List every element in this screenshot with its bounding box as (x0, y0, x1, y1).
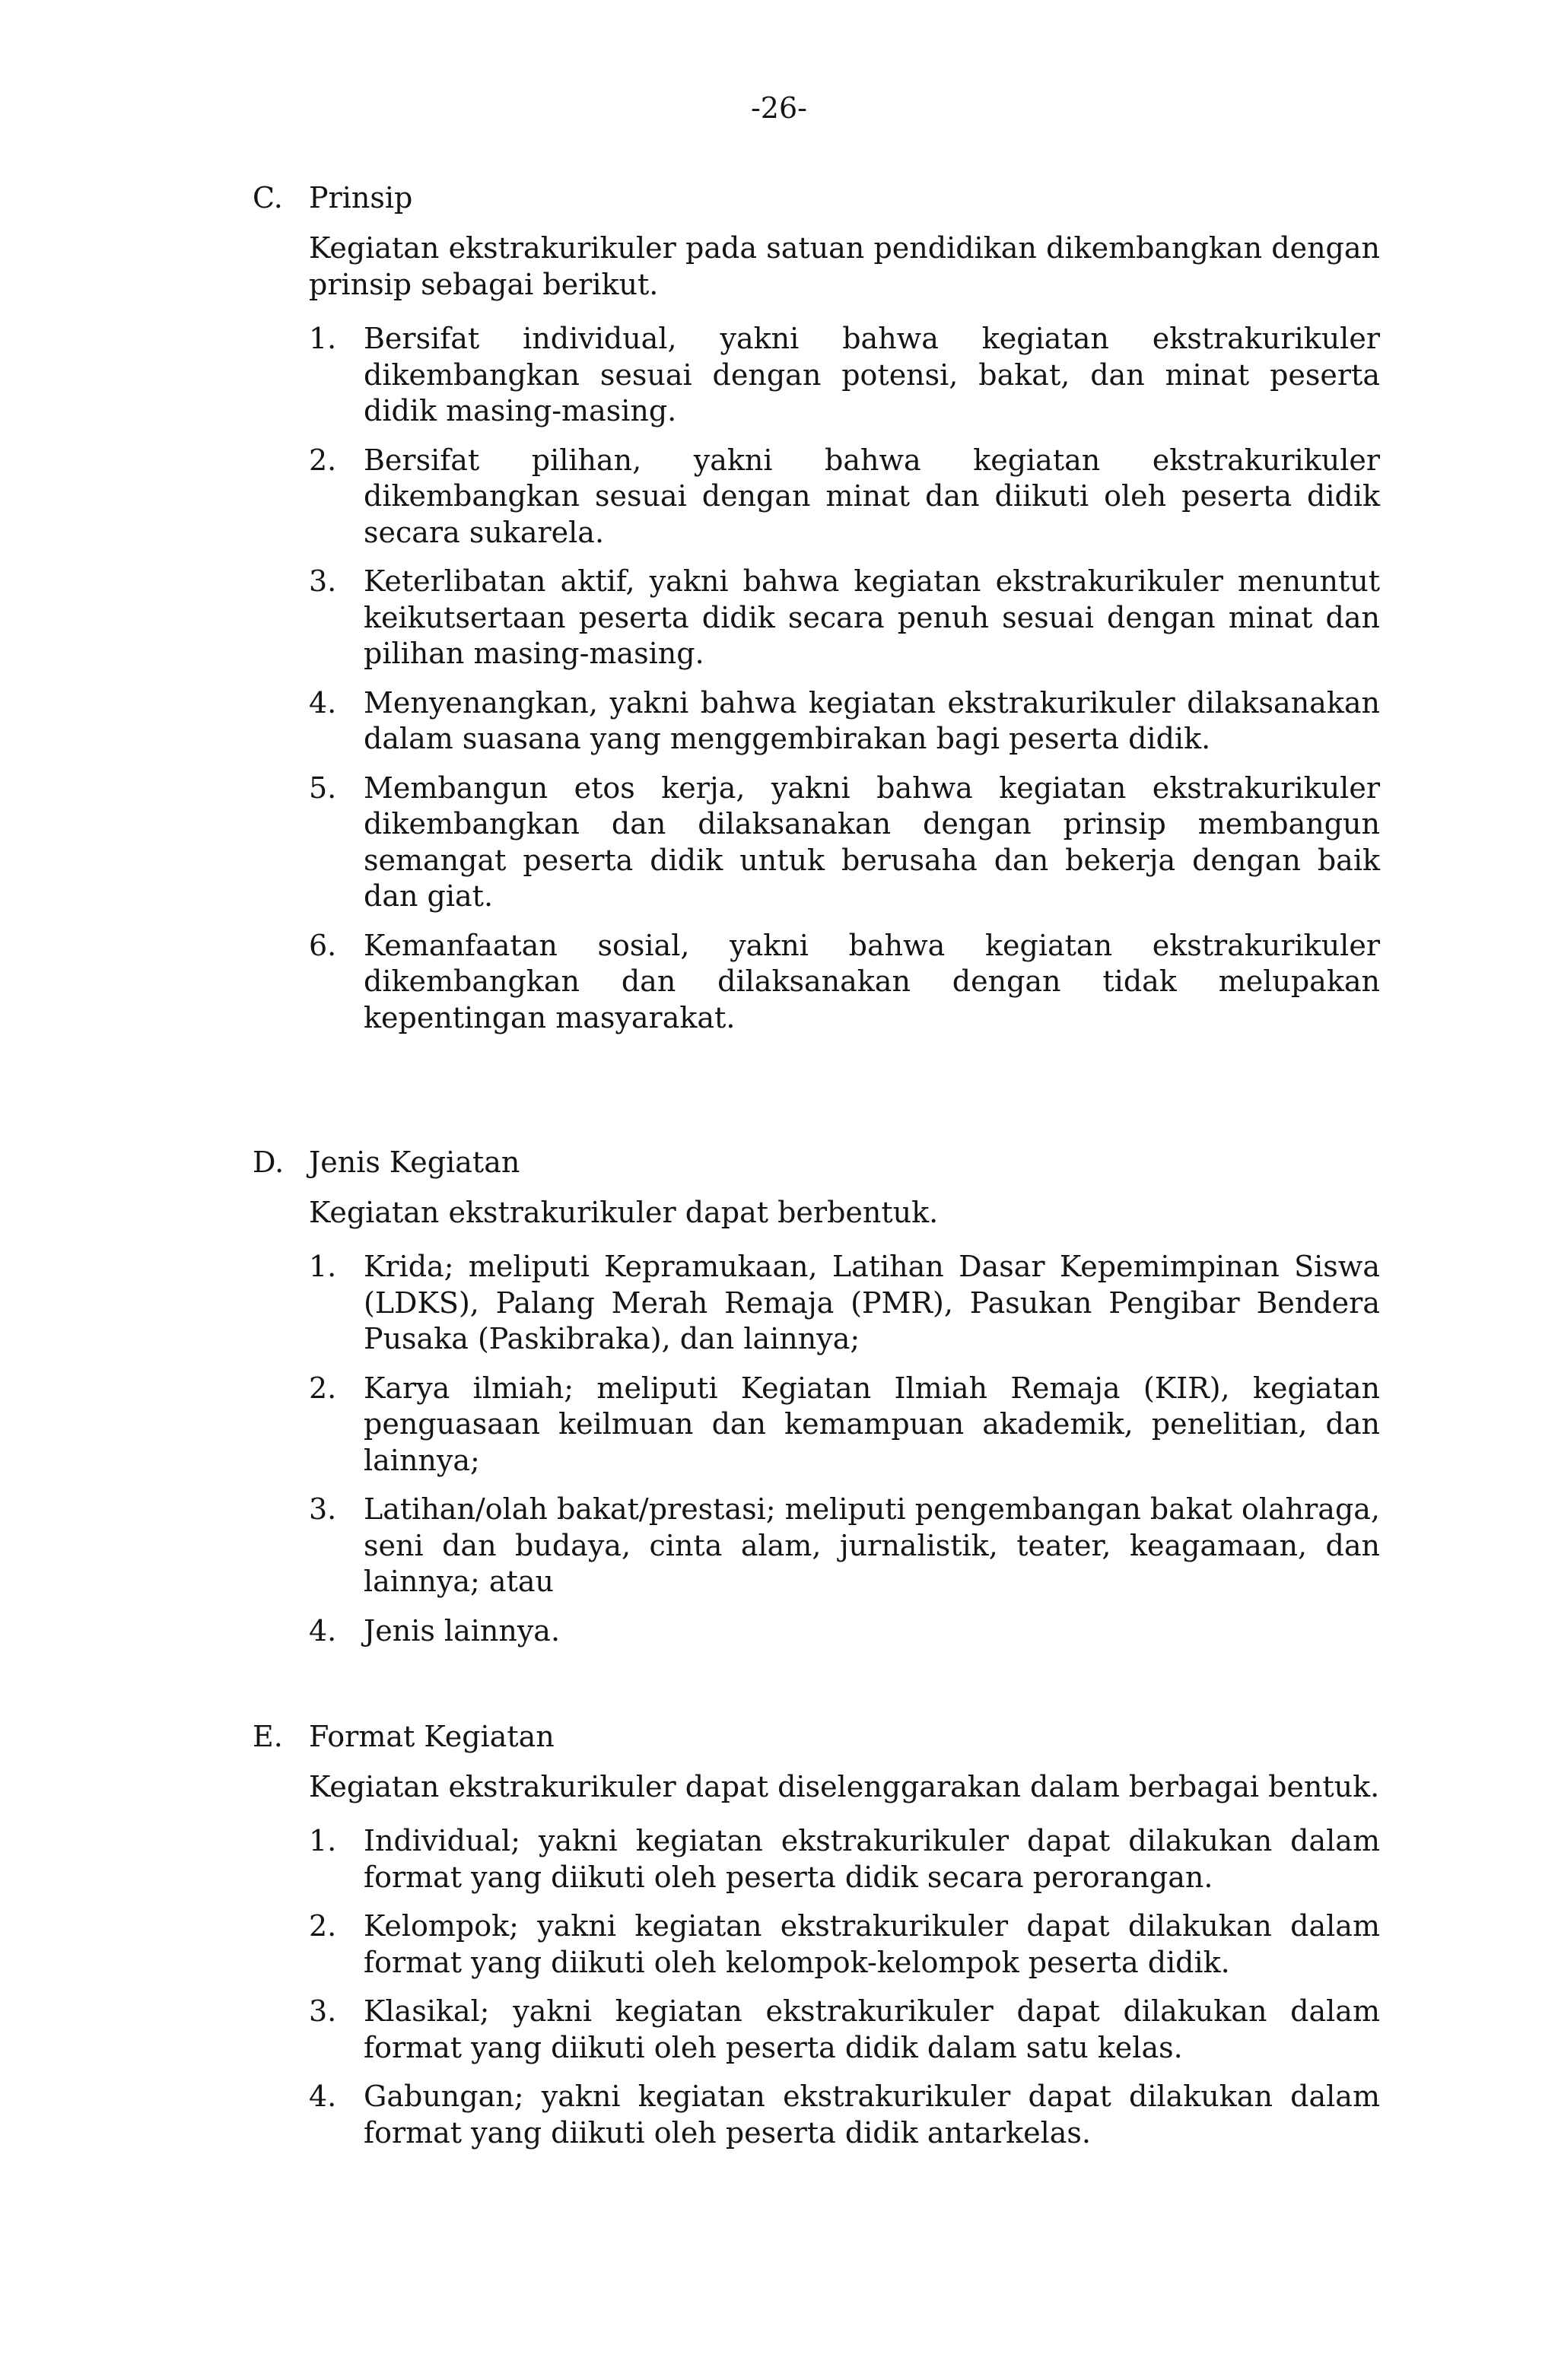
list-item (309, 443, 1380, 551)
list-item (309, 1994, 1380, 2066)
section-prinsip (253, 180, 1380, 1049)
numbered-list (253, 321, 1380, 1036)
item-text: Membangun etos kerja, yakni bahwa kegiatan ekstrakurikuler dikembangkan dan dilaksanakan dengan prinsip membangun semangat peserta didik untuk berusaha dan bekerja dengan baik dan giat. (364, 771, 1380, 913)
section-heading (253, 1144, 1380, 1180)
item-number: 2. (309, 1909, 337, 1943)
item-text: Menyenangkan, yakni bahwa kegiatan ekstrakurikuler dilaksanakan dalam suasana yang menggembirakan bagi peserta didik. (364, 685, 1380, 755)
item-number: 1. (309, 322, 337, 355)
list-item (309, 321, 1380, 430)
section-heading (253, 180, 1380, 216)
section-jenis-kegiatan (253, 1144, 1380, 1662)
section-intro: Kegiatan ekstrakurikuler pada satuan pendidikan dikembangkan dengan prinsip sebagai berikut. (309, 231, 1380, 301)
section-letter: D. (253, 1146, 285, 1179)
item-number: 3. (309, 1492, 337, 1526)
list-item (309, 564, 1380, 672)
item-text: Krida; meliputi Kepramukaan, Latihan Dasar Kepemimpinan Siswa (LDKS), Palang Merah Remaja (PMR), Pasukan Pengibar Bendera Pusaka (Paskibraka), dan lainnya; (364, 1250, 1380, 1355)
item-number: 3. (309, 564, 337, 598)
list-item (309, 685, 1380, 758)
section-format-kegiatan (253, 1718, 1380, 2164)
list-item (309, 928, 1380, 1037)
item-text: Keterlibatan aktif, yakni bahwa kegiatan ekstrakurikuler menuntut keikutsertaan peserta didik secara penuh sesuai dengan minat dan pilihan masing-masing. (364, 564, 1380, 670)
list-item (309, 1249, 1380, 1358)
item-text: Gabungan; yakni kegiatan ekstrakurikuler dapat dilakukan dalam format yang diikuti oleh peserta didik antarkelas. (364, 2080, 1380, 2150)
list-item (309, 1371, 1380, 1479)
item-text: Kelompok; yakni kegiatan ekstrakurikuler dapat dilakukan dalam format yang diikuti oleh kelompok-kelompok peserta didik. (364, 1909, 1380, 1979)
item-text: Bersifat pilihan, yakni bahwa kegiatan ekstrakurikuler dikembangkan sesuai dengan minat dan diikuti oleh peserta didik secara sukarela. (364, 443, 1380, 549)
item-number: 4. (309, 685, 337, 720)
list-item (309, 1908, 1380, 1981)
item-text: Individual; yakni kegiatan ekstrakurikuler dapat dilakukan dalam format yang diikuti oleh peserta didik secara perorangan. (364, 1824, 1380, 1894)
section-heading (253, 1718, 1380, 1755)
section-letter: E. (253, 1720, 283, 1753)
section-intro: Kegiatan ekstrakurikuler dapat diselenggarakan dalam berbagai bentuk. (309, 1770, 1380, 1803)
item-text: Klasikal; yakni kegiatan ekstrakurikuler dapat dilakukan dalam format yang diikuti oleh peserta didik dalam satu kelas. (364, 1994, 1380, 2064)
item-text: Jenis lainnya. (364, 1613, 561, 1648)
item-number: 5. (309, 771, 337, 805)
list-item (309, 1492, 1380, 1600)
item-number: 3. (309, 1994, 337, 2028)
item-text: Latihan/olah bakat/prestasi; meliputi pengembangan bakat olahraga, seni dan budaya, cinta alam, jurnalistik, teater, keagamaan, dan lainnya; atau (364, 1492, 1380, 1598)
item-number: 4. (309, 2080, 337, 2113)
list-item (309, 2079, 1380, 2151)
item-text: Kemanfaatan sosial, yakni bahwa kegiatan ekstrakurikuler dikembangkan dan dilaksanakan dengan tidak melupakan kepentingan masyarakat. (364, 928, 1380, 1034)
item-text: Karya ilmiah; meliputi Kegiatan Ilmiah Remaja (KIR), kegiatan penguasaan keilmuan dan kemampuan akademik, penelitian, dan lainnya; (364, 1371, 1380, 1477)
section-title: Prinsip (309, 181, 413, 214)
item-text: Bersifat individual, yakni bahwa kegiatan ekstrakurikuler dikembangkan sesuai dengan potensi, bakat, dan minat peserta didik masing-masing. (364, 322, 1380, 427)
section-title: Jenis Kegiatan (309, 1146, 520, 1179)
list-item (309, 1823, 1380, 1895)
item-number: 4. (309, 1613, 337, 1648)
item-number: 1. (309, 1824, 337, 1857)
section-letter: C. (253, 181, 283, 214)
section-intro: Kegiatan ekstrakurikuler dapat berbentuk. (309, 1196, 939, 1229)
item-number: 1. (309, 1250, 337, 1283)
list-item (309, 771, 1380, 915)
page-number: -26- (750, 91, 808, 125)
item-number: 2. (309, 1371, 337, 1405)
numbered-list (253, 1823, 1380, 2151)
item-number: 2. (309, 443, 337, 477)
section-title: Format Kegiatan (309, 1720, 555, 1753)
item-number: 6. (309, 928, 337, 962)
numbered-list (253, 1249, 1380, 1649)
list-item (309, 1613, 1380, 1650)
